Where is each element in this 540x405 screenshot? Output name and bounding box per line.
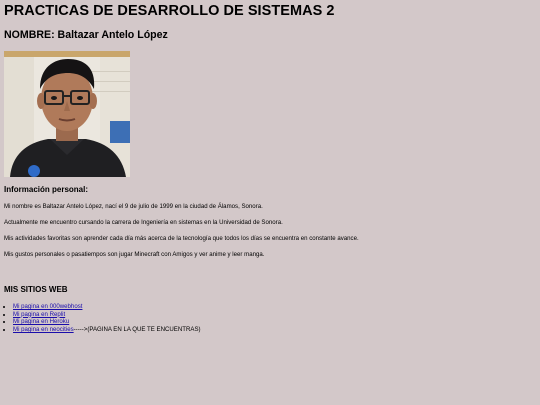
list-item bbox=[13, 311, 536, 319]
list-item bbox=[13, 318, 536, 326]
sites-heading: MIS SITIOS WEB bbox=[4, 285, 68, 294]
bio-paragraph-1: Mi nombre es Baltazar Antelo López, nací el 9 de julio de 1999 en la ciudad de Álamos, Sonora. bbox=[4, 203, 263, 210]
bio-paragraph-2: Actualmente me encuentro cursando la carrera de Ingeniería en sistemas en la Universidad de Sonora. bbox=[4, 219, 283, 226]
profile-photo-illustration bbox=[4, 51, 130, 177]
page-title: PRACTICAS DE DESARROLLO DE SISTEMAS 2 bbox=[4, 3, 335, 19]
link-replit[interactable]: Mi pagina en Replit bbox=[13, 310, 66, 318]
link-neocities[interactable]: Mi pagina en neocities bbox=[13, 325, 74, 333]
page-content bbox=[4, 0, 536, 333]
link-000webhost[interactable]: Mi pagina en 000webhost bbox=[13, 303, 83, 310]
name-heading: NOMBRE: Baltazar Antelo López bbox=[4, 29, 168, 41]
bio-paragraph-4: Mis gustos personales o pasatiempos son jugar Minecraft con Amigos y ver anime y leer manga. bbox=[4, 251, 265, 258]
current-page-note: ----->(PAGINA EN LA QUE TE ENCUENTRAS) bbox=[73, 325, 201, 333]
list-item bbox=[13, 303, 536, 311]
list-item bbox=[13, 326, 536, 334]
sites-list bbox=[4, 303, 536, 333]
personal-info-heading: Información personal: bbox=[4, 185, 89, 194]
bio-paragraph-3: Mis actividades favoritas son aprender cada día más acerca de la tecnología que todos los días se encuentra en constante avance. bbox=[4, 235, 359, 242]
profile-photo bbox=[4, 51, 130, 177]
link-heroku[interactable]: Mi pagina en Heroku bbox=[13, 318, 70, 326]
